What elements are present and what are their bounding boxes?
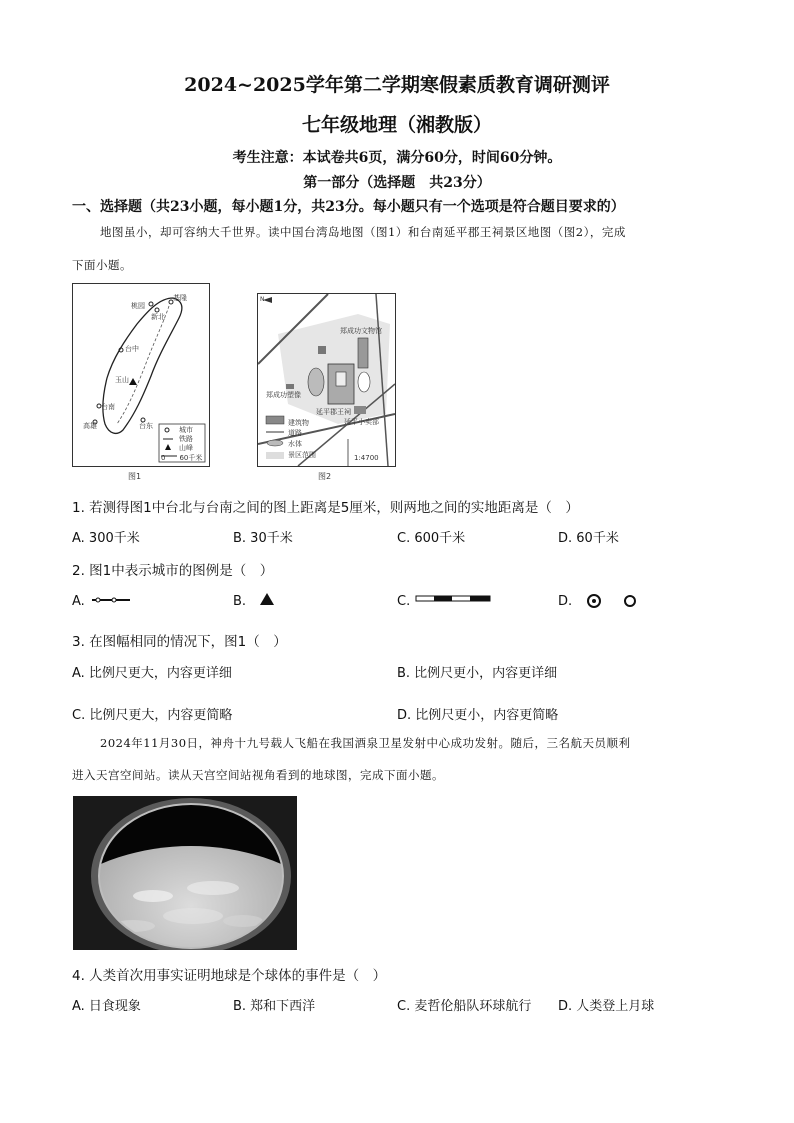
- city-label-taitung: 台东: [139, 422, 153, 430]
- legend-water: 水体: [288, 440, 302, 448]
- q1-option-b[interactable]: B. 30千米: [233, 531, 293, 546]
- q3-option-c[interactable]: C. 比例尺更大，内容更简略: [72, 708, 233, 723]
- intro-line-1: 地图虽小，却可容纳大千世界。读中国台湾岛地图（图1）和台南延平郡王祠景区地图（图2），完成: [100, 225, 626, 239]
- question-4-stem: 4. 人类首次用事实证明地球是个球体的事件是（ ）: [72, 968, 387, 984]
- part-heading: 第一部分（选择题 共23分）: [303, 175, 491, 191]
- figure-2-caption: 图2: [318, 472, 332, 481]
- legend-peak: 山峰: [179, 444, 193, 452]
- q4-option-d[interactable]: D. 人类登上月球: [558, 999, 655, 1014]
- city-label-taichung: 台中: [125, 345, 139, 353]
- scenic-area-map-icon: [258, 294, 395, 466]
- figure-1-taiwan-map: [72, 283, 210, 467]
- q2-option-c-label: C.: [397, 594, 411, 609]
- figure-2-scenic-map: [257, 293, 396, 467]
- city-circles-icon: [586, 593, 642, 609]
- exam-notice: 考生注意：本试卷共6页，满分60分，时间60分钟。: [232, 150, 562, 166]
- q2-option-d-label: D.: [558, 594, 573, 609]
- q2-option-a-label: A.: [72, 594, 85, 609]
- q1-option-a[interactable]: A. 300千米: [72, 531, 140, 546]
- label-shrine: 延平郡王祠: [316, 408, 351, 416]
- q4-option-b[interactable]: B. 郑和下西洋: [233, 999, 316, 1014]
- question-1-stem: 1. 若测得图1中台北与台南之间的图上距离是5厘米，则两地之间的实地距离是（ ）: [72, 500, 579, 516]
- q2-option-c[interactable]: [397, 590, 507, 610]
- earth-from-space-station-photo: [73, 796, 297, 950]
- q3-option-a[interactable]: A. 比例尺更大，内容更详细: [72, 666, 232, 681]
- figure-1-scale: 0 60千米: [161, 454, 203, 462]
- legend-railway: 铁路: [179, 435, 193, 443]
- passage-2-line-2: 进入天宫空间站。读从天宫空间站视角看到的地球图，完成下面小题。: [72, 768, 444, 782]
- q3-option-d[interactable]: D. 比例尺更小，内容更简略: [397, 708, 559, 723]
- legend-building: 建筑物: [288, 419, 309, 427]
- peak-label-yushan: 玉山: [115, 376, 129, 384]
- label-shop: 延平小卖部: [344, 418, 379, 426]
- q2-option-b-label: B.: [233, 594, 247, 609]
- q1-option-d[interactable]: D. 60千米: [558, 531, 619, 546]
- railway-symbol-icon: [90, 596, 132, 604]
- city-label-taoyuan: 桃园: [131, 302, 145, 310]
- intro-line-2: 下面小题。: [72, 258, 132, 272]
- exam-title: 2024~2025学年第二学期寒假素质教育调研测评: [184, 74, 610, 96]
- q2-option-d[interactable]: [558, 590, 648, 612]
- q4-option-c[interactable]: C. 麦哲伦船队环球航行: [397, 999, 532, 1014]
- label-statue: 郑成功塑像: [266, 391, 301, 399]
- legend-road: 道路: [288, 429, 302, 437]
- section-heading: 一、选择题（共23小题，每小题1分，共23分。每小题只有一个选项是符合题目要求的）: [72, 199, 625, 215]
- q4-option-a[interactable]: A. 日食现象: [72, 999, 141, 1014]
- city-label-keelung: 基隆: [173, 294, 187, 302]
- porthole-earth-icon: [73, 796, 297, 950]
- dashed-scale-bar-icon: [415, 595, 491, 603]
- city-label-xinbei: 新北: [151, 313, 165, 321]
- q2-option-b[interactable]: [233, 590, 293, 610]
- north-arrow-label: N: [260, 296, 265, 303]
- city-label-tainan: 台南: [101, 403, 115, 411]
- passage-2-line-1: 2024年11月30日，神舟十九号载人飞船在我国酒泉卫星发射中心成功发射。随后，三名航天员顺利: [100, 736, 631, 750]
- q3-option-b[interactable]: B. 比例尺更小，内容更详细: [397, 666, 558, 681]
- q2-option-a[interactable]: [72, 590, 142, 610]
- legend-city: 城市: [179, 426, 193, 434]
- figure-2-scale: 1:4700: [354, 454, 379, 462]
- legend-scenic-range: 景区范围: [288, 451, 316, 459]
- exam-subtitle: 七年级地理（湘教版）: [301, 114, 492, 136]
- figure-1-caption: 图1: [128, 472, 142, 481]
- label-museum: 郑成功文物馆: [340, 327, 382, 335]
- city-label-kaohsiung: 高雄: [83, 422, 97, 430]
- question-3-stem: 3. 在图幅相同的情况下，图1（ ）: [72, 634, 287, 650]
- q1-option-c[interactable]: C. 600千米: [397, 531, 466, 546]
- question-2-stem: 2. 图1中表示城市的图例是（ ）: [72, 563, 274, 579]
- triangle-peak-icon: [259, 592, 275, 606]
